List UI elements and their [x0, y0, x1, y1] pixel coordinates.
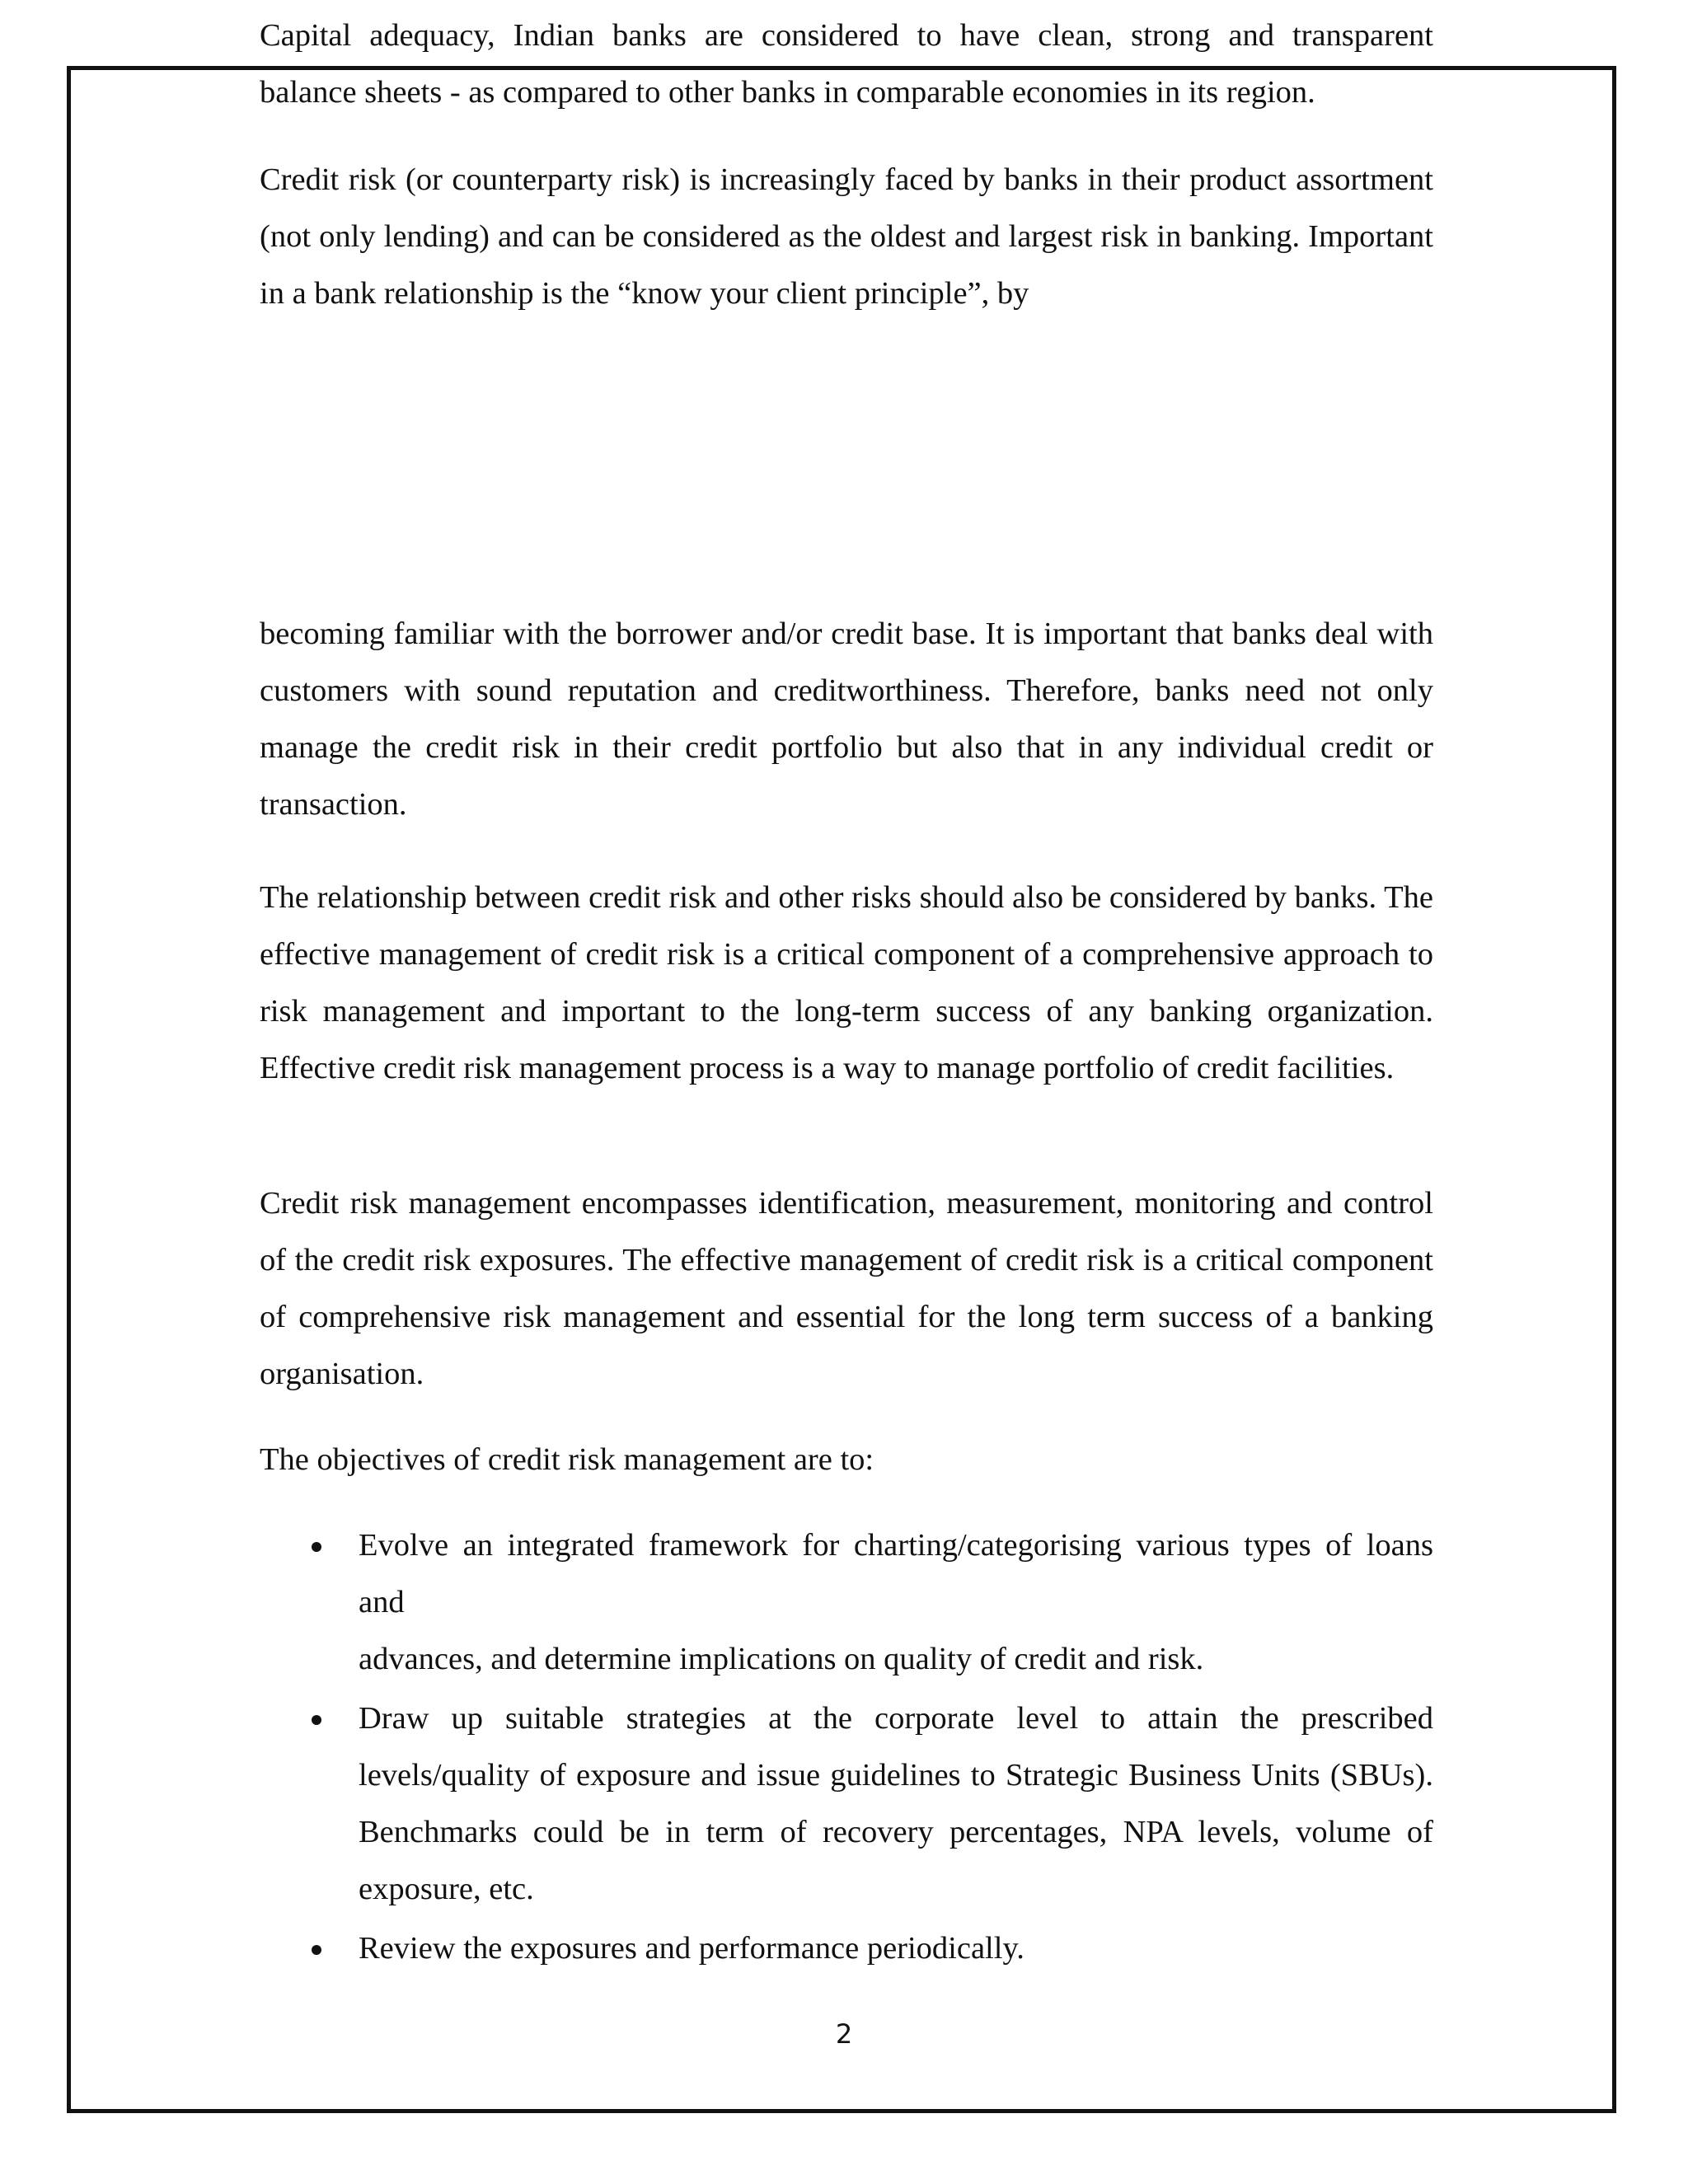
objectives-list: [260, 1517, 1433, 1980]
paragraph-crm-definition: [260, 1175, 1433, 1403]
list-item-text: Draw up suitable strategies at the corporate level to attain the prescribed levels/quality of exposure and issue guidelines to Strategic Business Units (SBUs). Benchmarks could be in term of recovery percentages, NPA levels, volume of exposure, etc.: [359, 1701, 1433, 1906]
page-number: 2: [835, 2018, 853, 2050]
paragraph-line: balance sheets - as compared to other banks in comparable economies in its region.: [260, 75, 1315, 110]
list-item-text: and: [359, 1585, 405, 1619]
list-item: [260, 1690, 1433, 1918]
paragraph-text: Credit risk management encompasses identification, measurement, monitoring and control of the credit risk exposures. The effective management of credit risk is a critical component of comprehensive risk management and essential for the long term success of a banking organisation.: [260, 1186, 1433, 1391]
list-item-text: Evolve an integrated framework for charting/categorising various types of loans: [359, 1528, 1433, 1563]
bullet-icon: [312, 1715, 321, 1725]
paragraph-text: The relationship between credit risk and other risks should also be considered by banks. The effective management of credit risk is a critical component of a comprehensive approach to risk management and important to the long-term success of any banking organization. Effective credit risk management process is a way to manage portfolio of credit facilities.: [260, 880, 1433, 1085]
bullet-icon: [312, 1542, 321, 1552]
list-item-text: advances, and determine implications on quality of credit and risk.: [359, 1642, 1204, 1676]
paragraph-text: Credit risk (or counterparty risk) is increasingly faced by banks in their product assortment (not only lending) and can be considered as the oldest and largest risk in banking. Important in a bank relationship is the “know your client principle”, by: [260, 162, 1433, 311]
bullet-icon: [312, 1945, 321, 1955]
paragraph-borrower-familiarity: [260, 606, 1433, 833]
list-item: [260, 1920, 1433, 1977]
paragraph-credit-risk-intro: [260, 152, 1433, 322]
paragraph-risk-relationship: [260, 869, 1433, 1097]
list-item: [260, 1517, 1433, 1688]
paragraph-text: The objectives of credit risk management are to:: [260, 1442, 874, 1477]
paragraph-line: Capital adequacy, Indian banks are considered to have clean, strong and transparent: [260, 18, 1433, 53]
paragraph-text: becoming familiar with the borrower and/or credit base. It is important that banks deal with customers with sound reputation and creditworthiness. Therefore, banks need not only manage the credit risk in their credit portfolio but also that in any individual credit or transaction.: [260, 616, 1433, 822]
paragraph-objectives-heading: [260, 1432, 1433, 1488]
list-item-text: Review the exposures and performance periodically.: [359, 1931, 1025, 1966]
paragraph-capital-adequacy: [260, 7, 1433, 121]
